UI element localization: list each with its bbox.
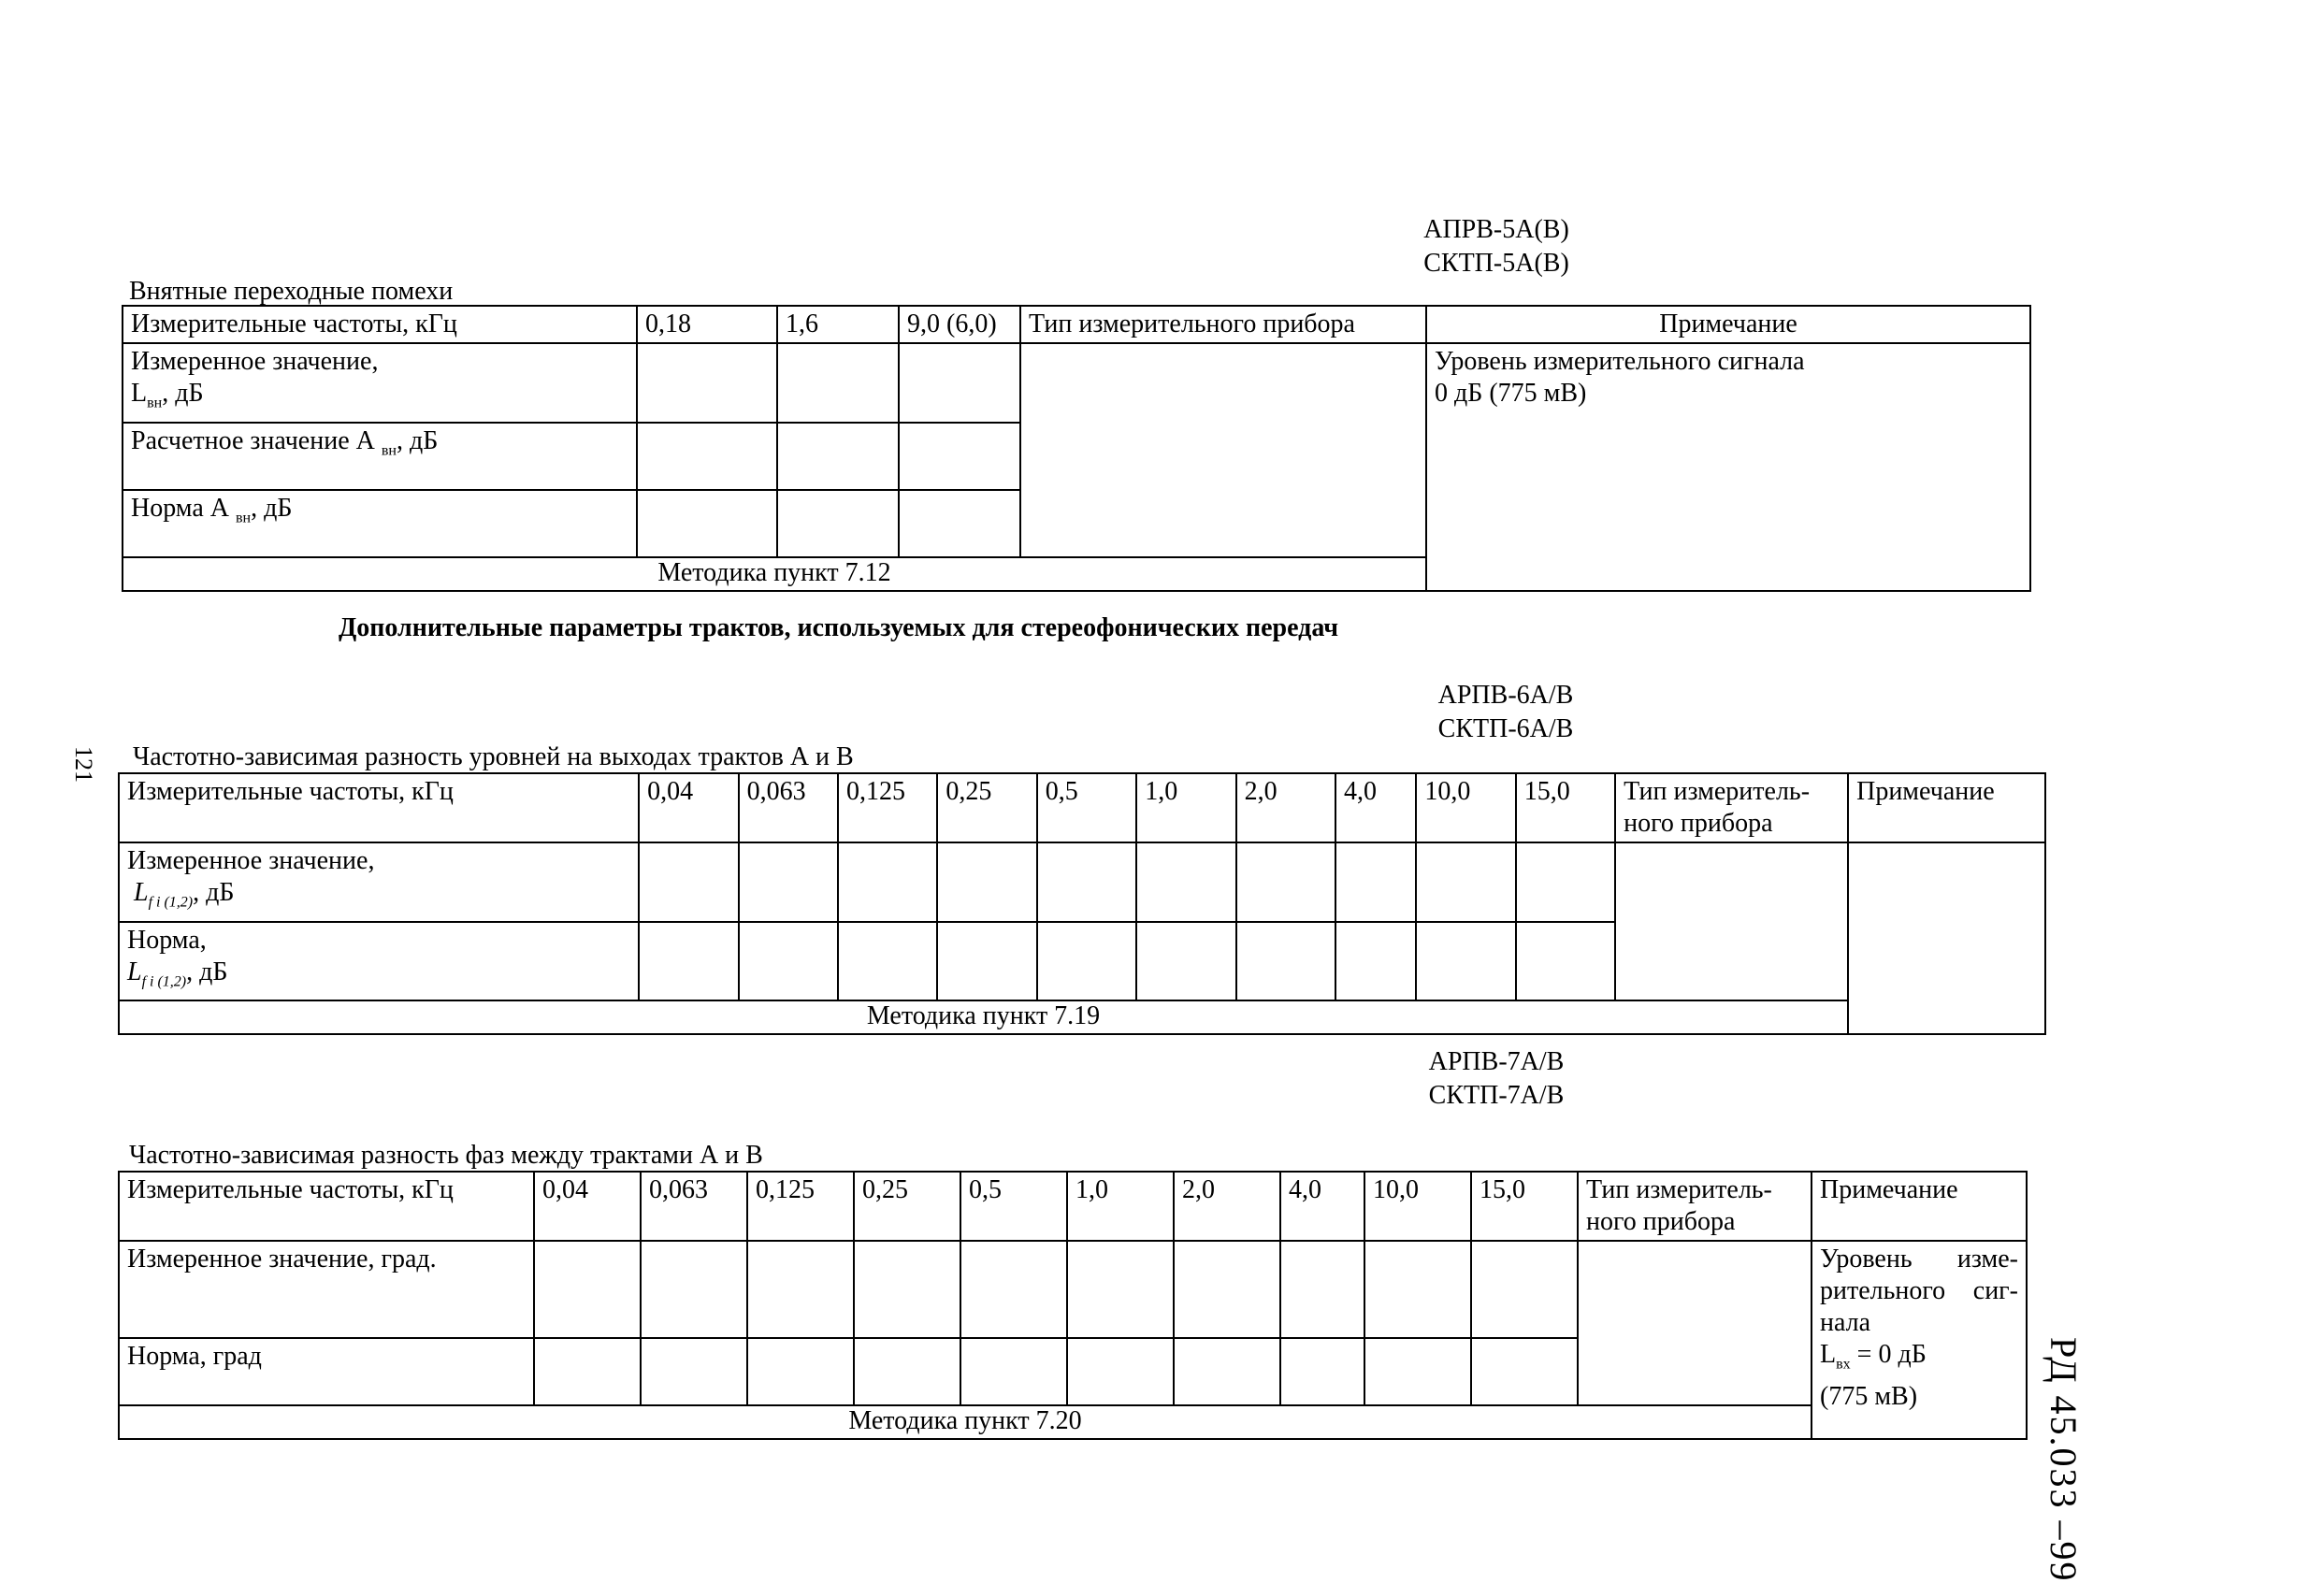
cell[interactable]: [637, 423, 777, 490]
t2-header-note: Примечание: [1848, 773, 2045, 842]
t1-header-f2: 1,6: [777, 306, 899, 343]
t2-row-measured: [119, 842, 2045, 922]
cell[interactable]: [937, 842, 1036, 922]
t1-device-cell[interactable]: [1020, 343, 1426, 557]
t2-measured-sub: f i (1,2): [148, 894, 194, 911]
t1-calc-text: Расчетное значение А: [131, 425, 375, 455]
t2-norm-sub: f i (1,2): [141, 973, 187, 990]
t2-header-row: [119, 773, 2045, 842]
t3-header-f6: 1,0: [1067, 1172, 1174, 1241]
cell[interactable]: [1471, 1338, 1578, 1405]
cell[interactable]: [637, 490, 777, 557]
t3-header-f4: 0,25: [854, 1172, 960, 1241]
cell[interactable]: [899, 423, 1020, 490]
t3-header-device: Тип измеритель-ного прибора: [1578, 1172, 1812, 1241]
document-code: РД 45.033 –99: [2043, 1337, 2085, 1583]
t1-norm-unit: , дБ: [251, 493, 293, 523]
cell[interactable]: [1174, 1338, 1280, 1405]
cell[interactable]: [777, 490, 899, 557]
t2-measured-text: Измеренное значение,: [127, 846, 375, 875]
t2-row-measured-label: [119, 842, 639, 922]
t1-header-f1: 0,18: [637, 306, 777, 343]
cell[interactable]: [1037, 922, 1136, 1001]
t3-row-measured-label: Измеренное значение, град.: [119, 1241, 534, 1338]
t1-code-1: АПРВ-5А(В): [1423, 215, 1569, 244]
cell[interactable]: [777, 343, 899, 423]
cell[interactable]: [639, 842, 738, 922]
t2-table: [118, 772, 2046, 1035]
cell[interactable]: [641, 1241, 747, 1338]
cell[interactable]: [1471, 1241, 1578, 1338]
t2-header-f10: 15,0: [1516, 773, 1615, 842]
t3-method-row: [119, 1405, 2027, 1439]
t3-note-line-3: (775 мВ): [1820, 1381, 1918, 1411]
cell[interactable]: [1280, 1338, 1364, 1405]
t3-header-f7: 2,0: [1174, 1172, 1280, 1241]
t2-code-1: АРПВ-6А/В: [1437, 681, 1574, 710]
cell[interactable]: [1516, 922, 1615, 1001]
t1-calc-unit: , дБ: [396, 425, 439, 455]
cell[interactable]: [854, 1338, 960, 1405]
t3-header-f9: 10,0: [1364, 1172, 1471, 1241]
t2-header-f7: 2,0: [1236, 773, 1335, 842]
t2-header-f4: 0,25: [937, 773, 1036, 842]
cell[interactable]: [854, 1241, 960, 1338]
cell[interactable]: [838, 842, 937, 922]
cell[interactable]: [747, 1241, 854, 1338]
cell[interactable]: [739, 922, 838, 1001]
cell[interactable]: [1364, 1338, 1471, 1405]
cell[interactable]: [1335, 842, 1416, 922]
t3-code-block: [1328, 1045, 1665, 1113]
t3-header-f5: 0,5: [960, 1172, 1067, 1241]
t2-norm-symbol: [127, 957, 630, 999]
t3-note-cell: [1812, 1241, 2027, 1439]
t2-note-cell[interactable]: [1848, 842, 2045, 1034]
t3-header-note: Примечание: [1812, 1172, 2027, 1241]
t2-header-freq: Измерительные частоты, кГц: [119, 773, 639, 842]
t1-code-block: [1328, 213, 1665, 281]
t1-note-line-1: Уровень измерительного сигнала: [1435, 347, 1805, 376]
cell[interactable]: [1037, 842, 1136, 922]
cell[interactable]: [838, 922, 937, 1001]
cell[interactable]: [899, 490, 1020, 557]
t2-header-f1: 0,04: [639, 773, 738, 842]
t2-header-f6: 1,0: [1136, 773, 1235, 842]
t3-note-line-1: Уровень изме-рительного сиг-нала: [1820, 1245, 2018, 1337]
cell[interactable]: [1335, 922, 1416, 1001]
cell[interactable]: [1174, 1241, 1280, 1338]
t1-row-norm-label: [123, 490, 637, 557]
t1-code-2: СКТП-5А(В): [1423, 249, 1569, 278]
t2-norm-L: L: [127, 957, 142, 986]
t3-header-freq: Измерительные частоты, кГц: [119, 1172, 534, 1241]
cell[interactable]: [534, 1241, 641, 1338]
t3-note-L: L: [1820, 1340, 1837, 1369]
section-heading: Дополнительные параметры трактов, используемых для стереофонических передач: [339, 613, 1339, 642]
cell[interactable]: [1516, 842, 1615, 922]
t1-norm-sub: вн: [235, 510, 252, 526]
t1-row-calc-label: [123, 423, 637, 490]
t3-header-f10: 15,0: [1471, 1172, 1578, 1241]
t1-note-cell: [1426, 343, 2030, 591]
cell[interactable]: [1280, 1241, 1364, 1338]
cell[interactable]: [747, 1338, 854, 1405]
t1-row-measured: [123, 343, 2030, 423]
cell[interactable]: [641, 1338, 747, 1405]
t2-norm-unit: , дБ: [186, 957, 228, 986]
t2-method-row: [119, 1000, 2045, 1034]
t1-header-freq: Измерительные частоты, кГц: [123, 306, 637, 343]
t2-header-f5: 0,5: [1037, 773, 1136, 842]
t1-measured-unit: , дБ: [162, 379, 204, 408]
t2-device-cell[interactable]: [1615, 842, 1848, 1000]
t1-norm-text: Норма А: [131, 493, 229, 523]
t1-header-device: Тип измерительного прибора: [1020, 306, 1426, 343]
t2-measured-L: L: [134, 878, 149, 907]
t3-device-cell[interactable]: [1578, 1241, 1812, 1405]
t3-code-1: АРПВ-7А/В: [1428, 1047, 1565, 1076]
cell[interactable]: [1136, 842, 1235, 922]
t1-caption: Внятные переходные помехи: [129, 277, 454, 306]
t1-measured-symbol: [131, 378, 628, 420]
cell[interactable]: [1416, 842, 1515, 922]
t1-note-line-2: 0 дБ (775 мВ): [1435, 379, 1587, 408]
cell[interactable]: [777, 423, 899, 490]
t2-code-block: [1328, 679, 1683, 746]
t2-caption: Частотно-зависимая разность уровней на выходах трактов А и В: [133, 742, 854, 771]
t2-measured-symbol: [127, 877, 630, 919]
page-number: 121: [70, 746, 97, 783]
t2-code-2: СКТП-6А/В: [1437, 714, 1574, 743]
t3-note-value: = 0 дБ: [1850, 1340, 1927, 1369]
t3-row-norm-label: Норма, град: [119, 1338, 534, 1405]
t2-header-device: Тип измеритель-ного прибора: [1615, 773, 1848, 842]
t1-measured-sub: вн: [147, 395, 163, 411]
t1-measured-L: L: [131, 379, 148, 408]
t3-note-line-2: [1820, 1339, 2018, 1381]
t2-measured-unit: , дБ: [193, 878, 235, 907]
cell[interactable]: [1236, 922, 1335, 1001]
cell[interactable]: [739, 842, 838, 922]
t3-header-row: [119, 1172, 2027, 1241]
cell[interactable]: [937, 922, 1036, 1001]
t3-header-f3: 0,125: [747, 1172, 854, 1241]
t3-header-f8: 4,0: [1280, 1172, 1364, 1241]
t1-measured-text: Измеренное значение,: [131, 347, 379, 376]
t3-code-2: СКТП-7А/В: [1428, 1081, 1565, 1110]
cell[interactable]: [960, 1241, 1067, 1338]
t3-table: [118, 1171, 2028, 1440]
t3-header-f2: 0,063: [641, 1172, 747, 1241]
t2-norm-text: Норма,: [127, 925, 207, 955]
t3-row-measured: [119, 1241, 2027, 1338]
t1-header-f3: 9,0 (6,0): [899, 306, 1020, 343]
t3-header-f1: 0,04: [534, 1172, 641, 1241]
t1-header-note: Примечание: [1426, 306, 2030, 343]
t1-calc-sub: вн: [381, 442, 397, 459]
cell[interactable]: [1136, 922, 1235, 1001]
cell[interactable]: [637, 343, 777, 423]
t3-caption: Частотно-зависимая разность фаз между трактами А и В: [129, 1141, 763, 1170]
t1-table: [122, 305, 2031, 592]
cell[interactable]: [1067, 1241, 1174, 1338]
cell[interactable]: [960, 1338, 1067, 1405]
t2-row-norm-label: [119, 922, 639, 1001]
cell[interactable]: [534, 1338, 641, 1405]
t1-row-measured-label: [123, 343, 637, 423]
cell[interactable]: [1067, 1338, 1174, 1405]
t3-method: Методика пункт 7.20: [119, 1405, 1812, 1439]
cell[interactable]: [1236, 842, 1335, 922]
t2-method: Методика пункт 7.19: [119, 1000, 1848, 1034]
t2-header-f9: 10,0: [1416, 773, 1515, 842]
cell[interactable]: [899, 343, 1020, 423]
cell[interactable]: [1364, 1241, 1471, 1338]
t2-header-f2: 0,063: [739, 773, 838, 842]
cell[interactable]: [639, 922, 738, 1001]
t1-header-row: [123, 306, 2030, 343]
t1-method: Методика пункт 7.12: [123, 557, 1426, 591]
t2-header-f8: 4,0: [1335, 773, 1416, 842]
t3-note-sub: вх: [1836, 1356, 1851, 1373]
t2-header-f3: 0,125: [838, 773, 937, 842]
cell[interactable]: [1416, 922, 1515, 1001]
